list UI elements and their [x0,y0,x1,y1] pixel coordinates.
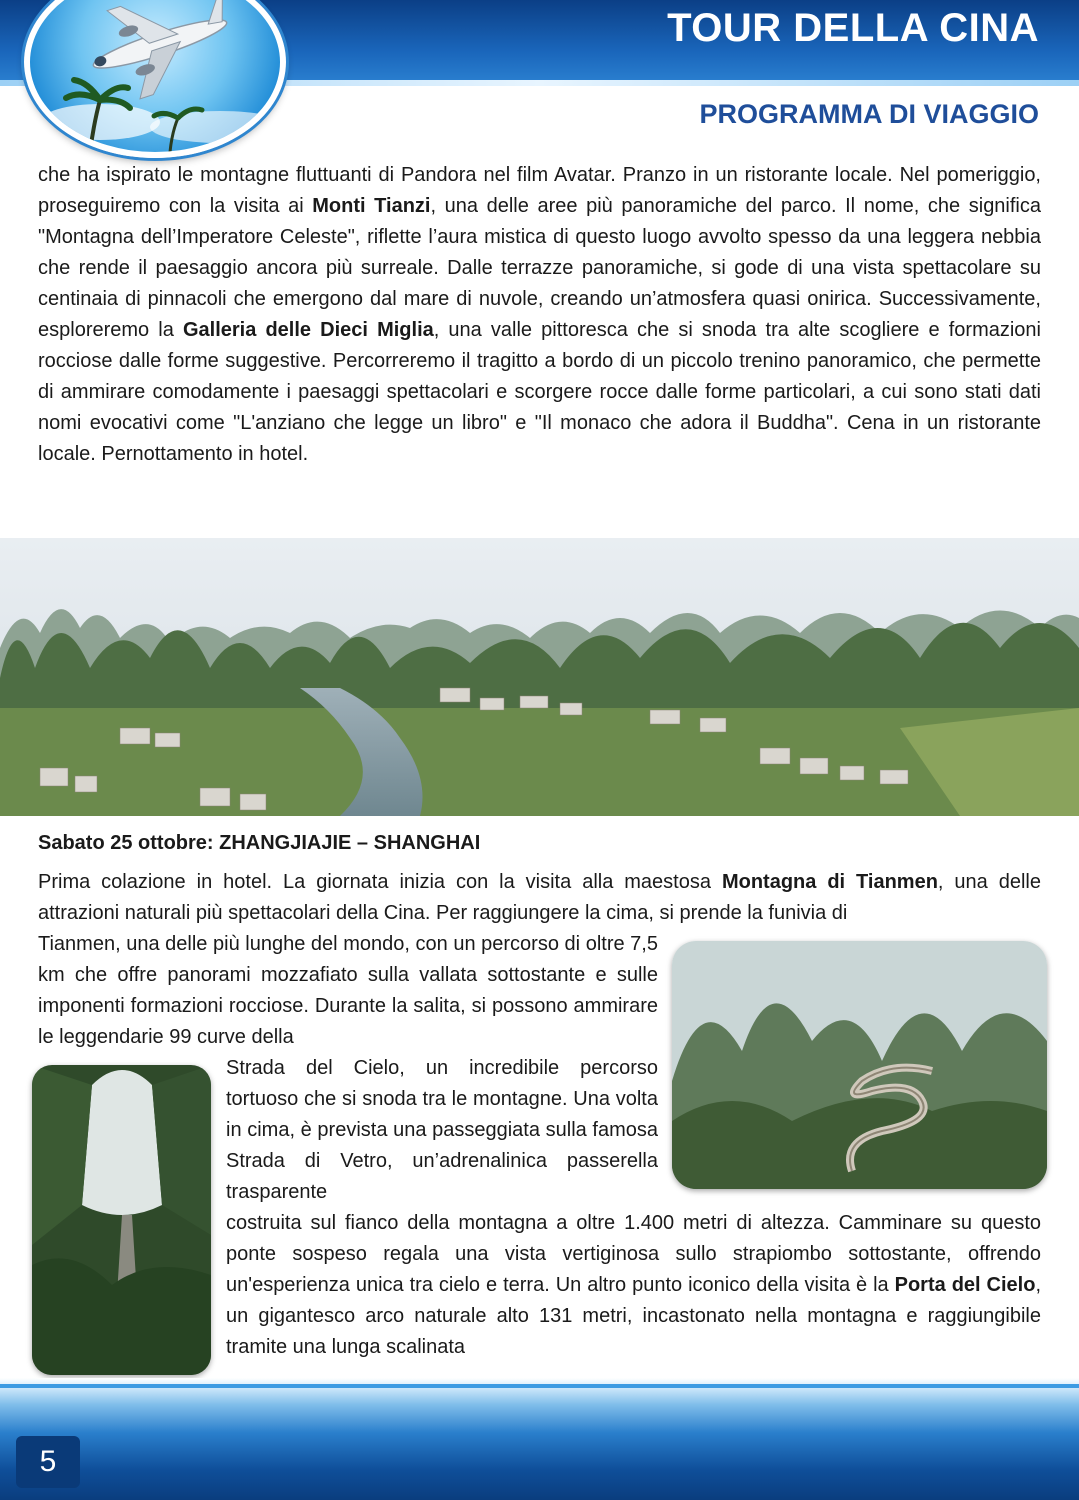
intro-bold-galleria: Galleria delle Dieci Miglia [182,319,434,341]
day-heading: Sabato 25 ottobre: ZHANGJIAJIE – SHANGHAI [38,832,481,854]
intro-text-3: , una valle pittoresca che si snoda tra alte scogliere e formazioni rocciose dalle forme suggestive. Percorreremo il tragitto a bordo di un piccolo trenino panoramico, che permette di ammirare comodamente i paesaggi spettacolari e scorgere rocce dalle forme particolari, a cui sono stati dati nomi evocativi come "L'anziano che legge un libro" e "Il monaco che adora il Buddha". Cena in un ristorante locale. Pernottamento in hotel. [38,319,1041,465]
karst-landscape-panorama-image [0,538,1079,816]
day-paragraph-4 [226,1208,1041,1363]
page-number: 5 [16,1436,80,1488]
document-title: TOUR DELLA CINA [667,6,1039,50]
footer-band [0,1378,1079,1500]
day-paragraph-3: Strada del Cielo, un incredibile percorso tortuoso che si snoda tra le montagne. Una volta in cima, è prevista una passeggiata sulla famosa Strada di Vetro, un’adrenalinica passerella trasparente [226,1057,658,1203]
day-text-2: , una delle attrazioni naturali più spettacolari della Cina. Per raggiungere la cima, si prende la funivia di [38,871,1042,924]
day-paragraph-2: Tianmen, una delle più lunghe del mondo, con un percorso di oltre 7,5 km che offre panorami mozzafiato sulla vallata sottostante e sulle imponenti formazioni rocciose. Durante la salita, si possono ammirare le leggendarie 99 curve della [38,933,658,1048]
intro-bold-monti-tianzi: Monti Tianzi [312,195,431,217]
heaven-gate-photo [32,1065,211,1375]
intro-text-2: , una delle aree più panoramiche del parco. Il nome, che significa "Montagna dell’Imperatore Celeste", riflette l’aura mistica di questo luogo avvolto spesso da una leggera nebbia che rende il paesaggio ancora più surreale. Dalle terrazze panoramiche, si gode di una vista spettacolare su centinaia di pinnacoli che emergono dal mare di nuvole, creando un’atmosfera quasi onirica. Successivamente, esploreremo la [38,195,1042,341]
heaven-road-photo [672,941,1047,1189]
day-bold-tianmen: Montagna di Tianmen [721,871,938,893]
intro-paragraph [38,160,1041,470]
day-text-3: costruita sul fianco della montagna a oltre 1.400 metri di altezza. Camminare su questo ponte sospeso regala una vista vertiginosa sullo strapiombo sottostante, offrendo un'esperienza unica tra cielo e terra. Un altro punto iconico della visita è la [226,1212,1041,1296]
intro-text-1: che ha ispirato le montagne fluttuanti di Pandora nel film Avatar. Pranzo in un ristorante locale. Nel pomeriggio, proseguiremo con la visita ai [38,164,1041,217]
document-subtitle: PROGRAMMA DI VIAGGIO [699,99,1039,129]
day-paragraph-1 [38,867,1041,929]
airplane-logo-icon [24,0,286,158]
day-text-4: , un gigantesco arco naturale alto 131 metri, incastonato nella montagna e raggiungibile tramite una lunga scalinata [226,1274,1042,1358]
day-text-1: Prima colazione in hotel. La giornata inizia con la visita alla maestosa [38,871,722,893]
day-bold-porta-del-cielo: Porta del Cielo [894,1274,1036,1296]
